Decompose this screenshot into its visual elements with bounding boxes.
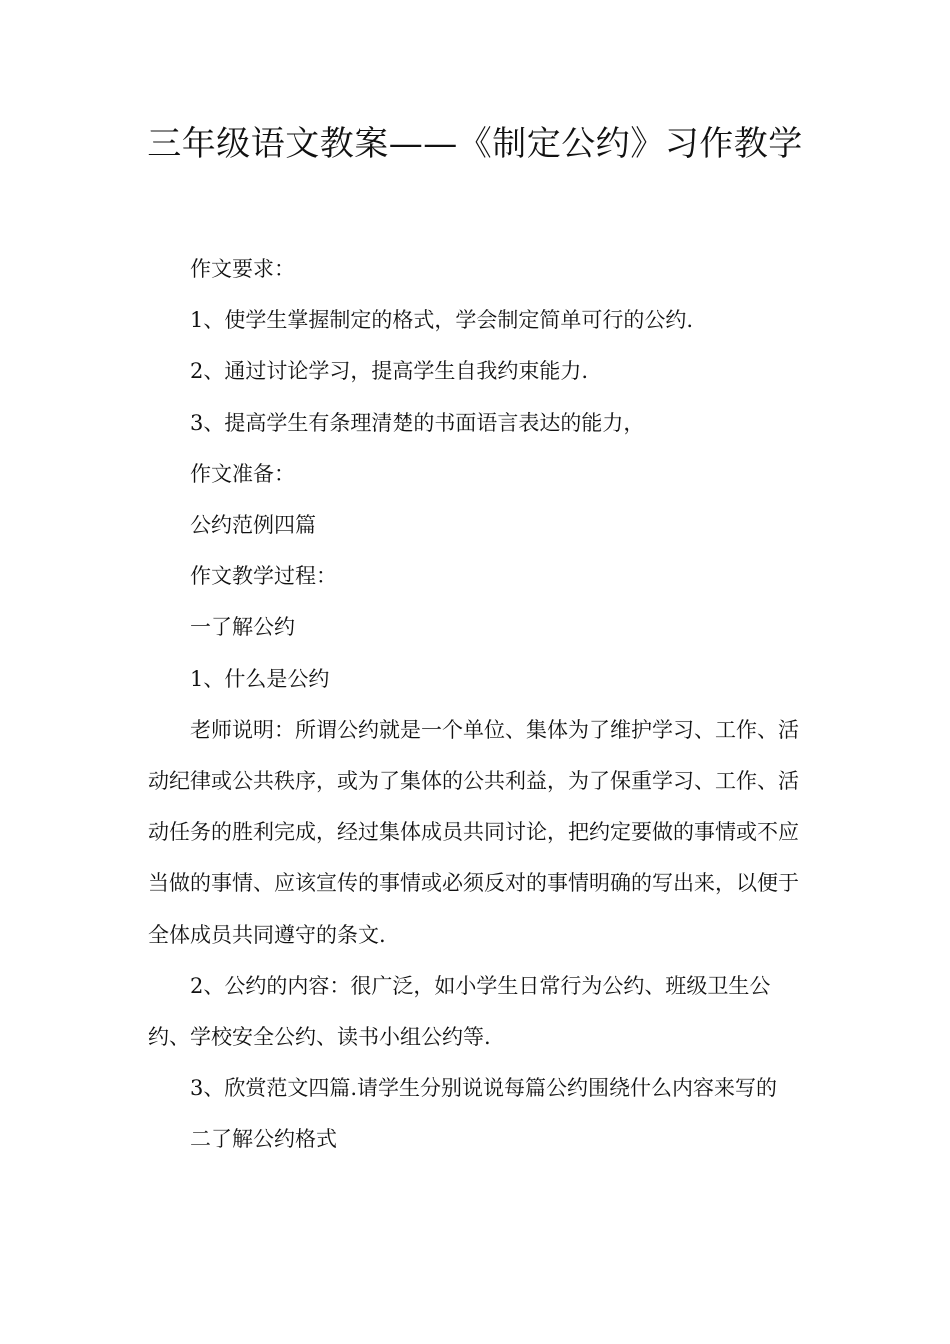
paragraph-section-one: 一了解公约 [190,615,295,640]
paragraph-appreciate-examples: 3、欣赏范文四篇.请学生分别说说每篇公约围绕什么内容来写的 [190,1076,778,1101]
paragraph-process-heading: 作文教学过程： [190,564,337,589]
paragraph-preparation-heading: 作文准备： [190,461,295,486]
paragraph-teacher-explanation: 老师说明：所谓公约就是一个单位、集体为了维护学习、工作、活动纪律或公共秩序，或为了集体的公共利益，为了保重学习、工作、活动任务的胜利完成，经过集体成员共同讨论，把约定要做的事情或不应当做的事情、应该宣传的事情或必须反对的事情明确的写出来，以便于全体成员共同遵守的条文. [148,717,799,947]
paragraph-section-two: 二了解公约格式 [190,1127,337,1152]
paragraph-requirements-heading: 作文要求： [190,257,295,281]
paragraph-requirement-3: 3、提高学生有条理清楚的书面语言表达的能力， [190,410,645,435]
paragraph-preparation-item: 公约范例四篇 [190,513,316,538]
paragraph-requirement-1: 1、使学生掌握制定的格式，学会制定简单可行的公约. [190,308,694,333]
paragraph-convention-content: 2、公约的内容：很广泛，如小学生日常行为公约、班级卫生公约、学校安全公约、读书小组公约等. [148,973,771,1050]
paragraph-what-is-convention: 1、什么是公约 [190,666,330,691]
paragraph-requirement-2: 2、通过讨论学习，提高学生自我约束能力. [190,359,589,384]
document-title: 三年级语文教案——《制定公约》习作教学 [147,124,803,164]
document-body [148,244,808,1166]
